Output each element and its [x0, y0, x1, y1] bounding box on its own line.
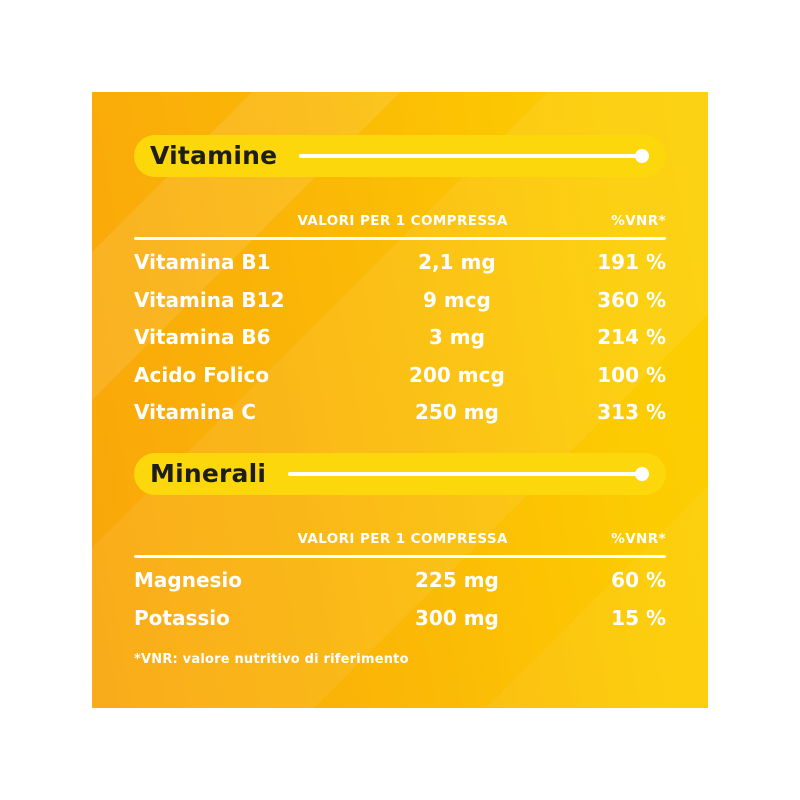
nutrient-name: Vitamina B1: [134, 250, 271, 275]
table-header-minerali: [134, 529, 666, 549]
table-header-vitamine: [134, 211, 666, 231]
nutrient-value: 225 mg: [414, 568, 499, 593]
table-header-rule: [134, 237, 666, 240]
nutrient-name: Magnesio: [134, 568, 243, 593]
column-header-vnr: %VNR*: [611, 531, 666, 547]
nutrient-value: 3 mg: [428, 325, 485, 350]
nutrient-name: Vitamina B6: [134, 325, 271, 350]
nutrient-value: 2,1 mg: [418, 250, 496, 275]
nutrient-vnr: 360 %: [597, 287, 666, 312]
section-minerali: [134, 453, 666, 637]
nutrient-value: 250 mg: [414, 400, 499, 425]
pill-line: [288, 472, 649, 476]
column-header-vnr: %VNR*: [611, 213, 666, 229]
pill-line: [299, 154, 649, 158]
nutrient-vnr: 100 %: [597, 362, 666, 387]
nutrient-vnr: 191 %: [597, 250, 666, 275]
section-header-pill-minerali: [134, 453, 666, 495]
column-header-values: VALORI PER 1 COMPRESSA: [297, 531, 508, 547]
section-title-minerali: Minerali: [150, 459, 267, 488]
nutrient-vnr: 60 %: [611, 568, 666, 593]
table-row: [134, 599, 666, 637]
table-body-vitamine: [134, 244, 666, 432]
nutrient-vnr: 313 %: [597, 400, 666, 425]
table-row: [134, 281, 666, 319]
nutrient-name: Potassio: [134, 605, 230, 630]
pill-line-dot-icon: [635, 149, 649, 163]
section-header-pill-vitamine: [134, 135, 666, 177]
nutrient-name: Vitamina C: [134, 400, 257, 425]
nutrient-vnr: 214 %: [597, 325, 666, 350]
table-row: [134, 562, 666, 600]
table-row: [134, 244, 666, 282]
section-title-vitamine: Vitamine: [150, 141, 278, 170]
vnr-footnote: *VNR: valore nutritivo di riferimento: [134, 652, 409, 667]
table-row: [134, 356, 666, 394]
nutrition-panel-card: [92, 92, 708, 708]
nutrient-value: 9 mcg: [422, 287, 491, 312]
table-row: [134, 319, 666, 357]
table-body-minerali: [134, 562, 666, 637]
table-row: [134, 394, 666, 432]
table-header-rule: [134, 555, 666, 558]
nutrient-vnr: 15 %: [611, 605, 666, 630]
nutrient-name: Acido Folico: [134, 362, 270, 387]
pill-line-dot-icon: [635, 467, 649, 481]
nutrient-value: 200 mcg: [409, 362, 505, 387]
column-header-values: VALORI PER 1 COMPRESSA: [297, 213, 508, 229]
section-vitamine: [134, 135, 666, 431]
nutrient-value: 300 mg: [414, 605, 499, 630]
nutrient-name: Vitamina B12: [134, 287, 285, 312]
